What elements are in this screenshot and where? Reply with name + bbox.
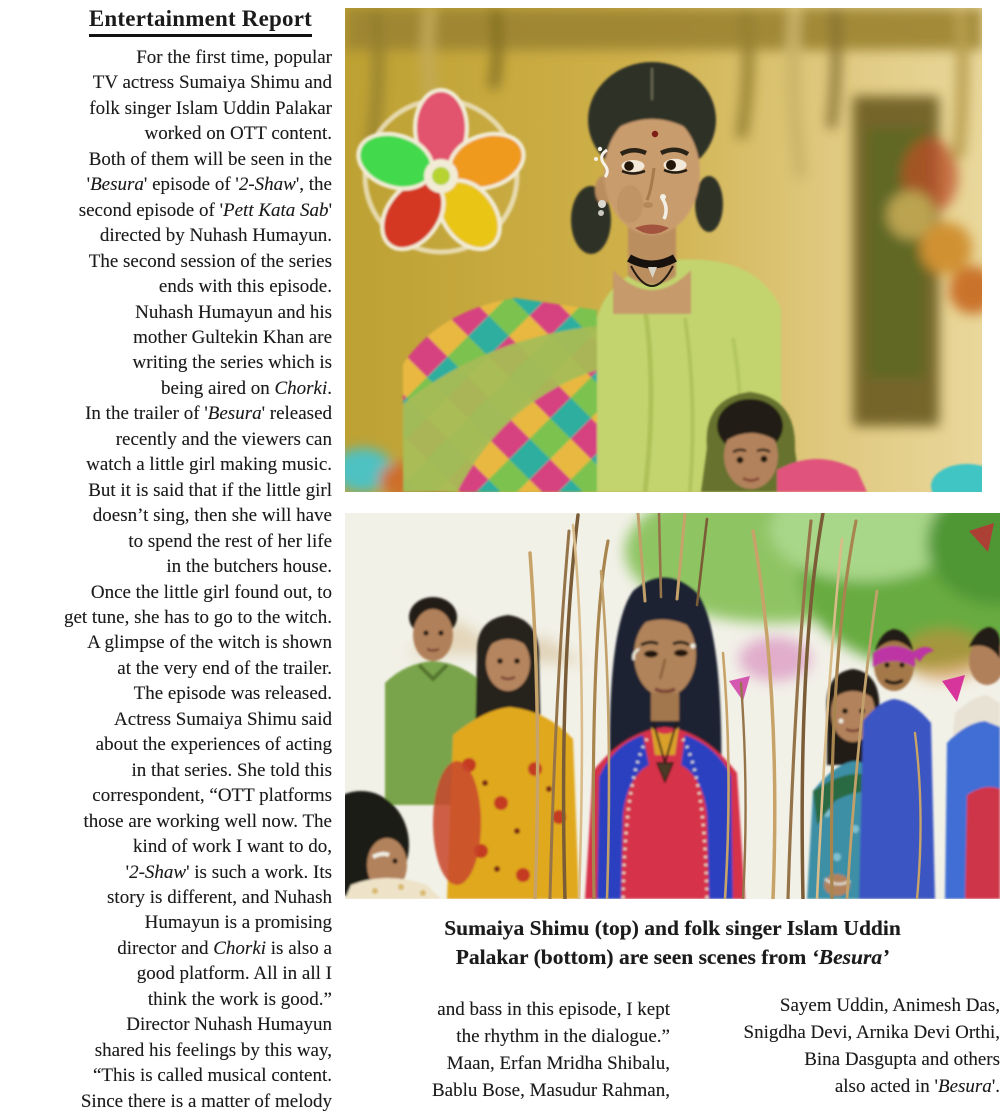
continuation-column-2: Sayem Uddin, Animesh Das, Snigdha Devi, Arnika Devi Orthi, Bina Dasgupta and others also acted in 'Besura'. (743, 995, 1000, 1097)
section-heading-text: Entertainment Report (89, 6, 312, 37)
photo-bottom-islam-uddin-palakar (345, 513, 1000, 899)
photo-bottom-illustration (345, 513, 1000, 899)
article-column (0, 6, 336, 1112)
photo-caption: Sumaiya Shimu (top) and folk singer Islam Uddin Palakar (bottom) are seen scenes from ‘Besura’ (444, 916, 901, 969)
continuation-column-1: and bass in this episode, I kept the rhythm in the dialogue.” Maan, Erfan Mridha Shibalu, Bablu Bose, Masudur Rahman, (431, 999, 670, 1101)
article-body: For the first time, popular TV actress Sumaiya Shimu and folk singer Islam Uddin Palakar worked on OTT content. Both of them will be seen in the 'Besura' episode of '2-Shaw', the second episode of 'Pett Kata Sab' directed by Nuhash Humayun. The second session of the series ends with this episode. Nuhash Humayun and his mother Gultekin Khan are writing the series which is being aired on Chorki. In the trailer of 'Besura' released recently and the viewers can watch a little girl making music. But it is said that if the little girl doesn’t sing, then she will have to spend the rest of her life in the butchers house. Once the little girl found out, to get tune, she has to go to the witch. A glimpse of the witch is shown at the very end of the trailer. The episode was released. Actress Sumaiya Shimu said about the experiences of acting in that series. She told this correspondent, “OTT platforms those are working well now. The kind of work I want to do, '2-Shaw' is such a work. Its story is different, and Nuhash Humayun is a promising director and Chorki is also a good platform. All in all I think the work is good.” Director Nuhash Humayun shared his feelings by this way, “This is called musical content. Since there is a matter of melody (63, 47, 332, 1112)
photo-top-illustration (345, 8, 982, 492)
section-heading (0, 6, 336, 37)
photo-top-sumaiya-shimu (345, 8, 982, 492)
